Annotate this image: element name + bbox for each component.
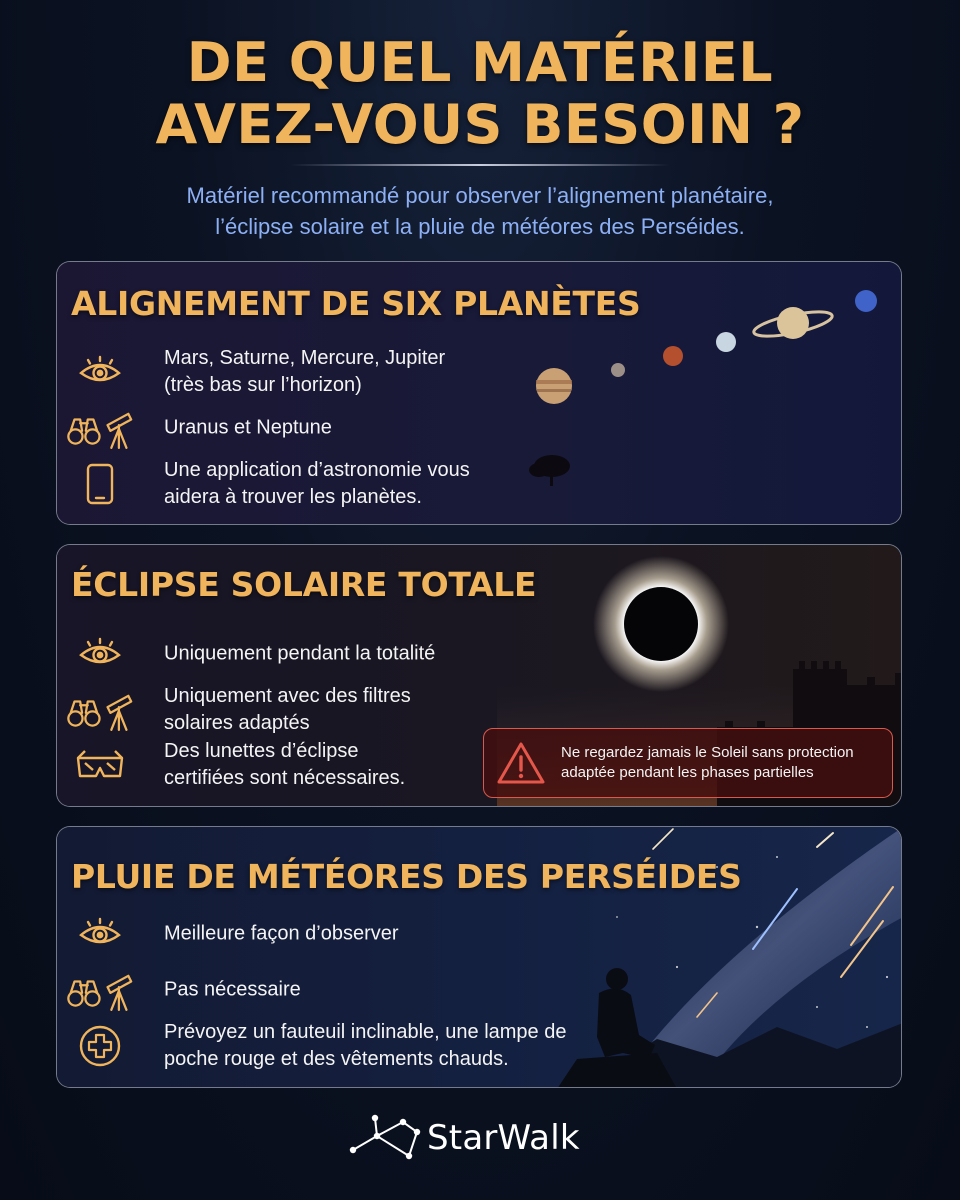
eclipse-glasses-icon [65, 742, 135, 788]
starwalk-logo [0, 1108, 960, 1168]
plus-circle-icon [65, 1023, 135, 1069]
row-text-line-2: poche rouge et des vêtements chauds. [164, 1048, 509, 1070]
warning-icon [496, 740, 546, 786]
row-text-line-1: Meilleure façon d’observer [164, 922, 399, 945]
eye-icon [65, 349, 135, 395]
eye-icon [65, 911, 135, 957]
row-text-line-1: Uniquement pendant la totalité [164, 642, 436, 665]
warning-text-line-2: adaptée pendant les phases partielles [561, 764, 814, 781]
row-text-line-1: Uranus et Neptune [164, 416, 332, 439]
card-row [57, 904, 577, 964]
row-text-line-1: Mars, Saturne, Mercure, Jupiter [164, 347, 446, 369]
row-text-line-1: Des lunettes d’éclipse [164, 740, 359, 762]
row-text-line-1: Une application d’astronomie vous [164, 459, 470, 481]
title-divider [290, 164, 670, 166]
row-text-line-1: Prévoyez un fauteuil inclinable, une lampe de [164, 1021, 567, 1043]
page-subtitle [0, 180, 960, 242]
row-text-line-2: solaires adaptés [164, 712, 310, 734]
card-row [57, 398, 577, 458]
row-text-line-2: aidera à trouver les planètes. [164, 486, 422, 508]
warning-banner [483, 728, 893, 798]
subtitle-line-2: l’éclipse solaire et la pluie de météores des Perséides. [215, 214, 745, 239]
card-row [57, 624, 577, 684]
card-title: PLUIE DE MÉTÉORES DES PERSÉIDES [71, 857, 742, 896]
smartphone-icon [65, 461, 135, 507]
card-row [57, 454, 577, 514]
card-title: ALIGNEMENT DE SIX PLANÈTES [71, 284, 641, 323]
title-line-2: AVEZ-VOUS BESOIN ? [155, 93, 805, 156]
page-title [0, 32, 960, 156]
title-line-1: DE QUEL MATÉRIEL [186, 31, 774, 94]
card-title: ÉCLIPSE SOLAIRE TOTALE [71, 565, 537, 604]
row-text-line-1: Pas nécessaire [164, 978, 301, 1001]
row-text-line-1: Uniquement avec des filtres [164, 685, 411, 707]
eclipse-sun [593, 556, 729, 692]
binoculars-telescope-icon [65, 967, 135, 1013]
subtitle-line-1: Matériel recommandé pour observer l’alignement planétaire, [186, 183, 774, 208]
warning-text-line-1: Ne regardez jamais le Soleil sans protection [561, 744, 854, 761]
planet-alignment-card [56, 261, 902, 525]
card-row [57, 960, 577, 1020]
eye-icon [65, 631, 135, 677]
constellation-icon [345, 1112, 423, 1164]
perseid-meteor-card [56, 826, 902, 1088]
row-text-line-2: (très bas sur l’horizon) [164, 374, 362, 396]
brand-name: StarWalk [427, 1118, 580, 1158]
card-row [57, 1016, 577, 1076]
solar-eclipse-card [56, 544, 902, 807]
row-text-line-2: certifiées sont nécessaires. [164, 767, 406, 789]
binoculars-telescope-icon [65, 405, 135, 451]
card-row [57, 342, 577, 402]
binoculars-telescope-icon [65, 687, 135, 733]
